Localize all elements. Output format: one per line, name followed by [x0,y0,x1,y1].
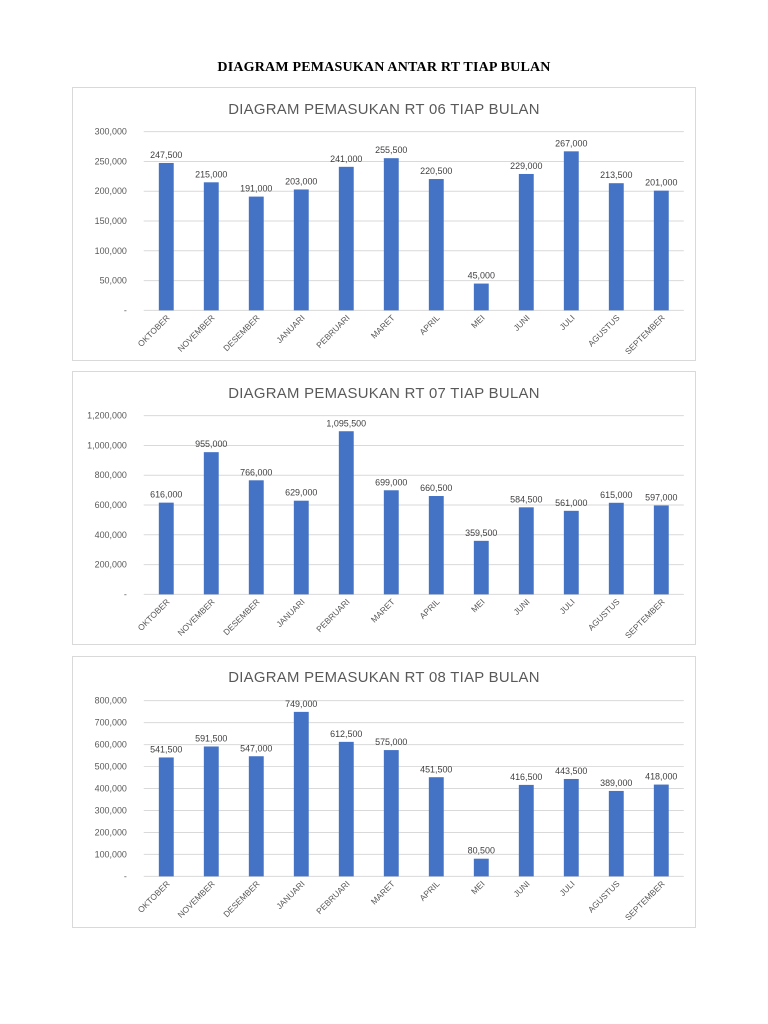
rt08-bar [654,785,669,877]
rt07-x-tick-label: MEI [469,596,487,615]
rt06-x-tick-label: MARET [368,312,397,341]
rt07-bar [384,490,399,594]
rt07-x-tick-label: PEBRUARI [314,596,352,635]
rt08-bar [474,859,489,877]
rt08-data-label: 547,000 [240,743,273,754]
rt06-x-tick-label: APRIL [417,312,442,337]
rt07-bar [339,431,354,594]
rt08-y-tick-label: - [123,871,127,882]
rt07-data-label: 629,000 [285,487,318,498]
page-title: DIAGRAM PEMASUKAN ANTAR RT TIAP BULAN [217,60,551,75]
rt06-bar [654,191,669,311]
rt08-bar [159,757,174,876]
rt08-bar [249,756,264,876]
rt06-y-tick-label: 100,000 [94,245,127,256]
rt08-y-tick-label: 100,000 [94,849,127,860]
rt06-bar [609,183,624,310]
rt08-y-tick-label: 300,000 [94,805,127,816]
rt08-bar [339,742,354,877]
rt08-data-label: 80,500 [467,845,495,856]
rt07-x-tick-label: APRIL [417,596,442,621]
rt06-data-label: 220,500 [420,166,453,177]
rt07-bar [429,496,444,594]
rt07-y-tick-label: 400,000 [94,529,127,540]
rt08-data-label: 389,000 [600,777,633,788]
rt08-x-tick-label: NOVEMBER [175,878,217,920]
rt07-x-tick-label: MARET [368,596,397,625]
rt08-bar [564,779,579,876]
rt06-x-tick-label: OKTOBER [135,312,172,349]
rt06-data-label: 201,000 [645,177,678,188]
rt06-bar [339,167,354,311]
rt06-bar [249,197,264,311]
chart-rt08 [72,656,696,928]
rt08-bar [294,712,309,876]
rt08-x-tick-label: PEBRUARI [314,878,352,917]
rt07-bar [204,452,219,594]
rt06-data-label: 203,000 [285,176,318,187]
rt06-y-tick-label: 200,000 [94,186,127,197]
rt07-data-label: 561,000 [555,497,588,508]
rt06-x-tick-label: DESEMBER [221,312,262,354]
rt08-data-label: 416,500 [510,771,543,782]
rt07-y-tick-label: 200,000 [94,559,127,570]
rt07-chart-title: DIAGRAM PEMASUKAN RT 07 TIAP BULAN [228,385,540,402]
rt08-y-tick-label: 400,000 [94,783,127,794]
rt06-bar [204,182,219,310]
rt07-y-tick-label: 800,000 [94,470,127,481]
rt07-y-tick-label: 1,000,000 [87,440,127,451]
rt07-x-tick-label: OKTOBER [135,596,172,633]
rt06-x-tick-label: JANUARI [274,312,307,346]
rt06-bar [384,158,399,310]
rt07-bar [609,503,624,595]
rt08-x-tick-label: MEI [468,878,487,897]
rt08-data-label: 541,500 [150,744,183,755]
rt06-y-tick-label: 300,000 [94,126,127,137]
rt06-x-tick-label: AGUSTUS [585,312,622,349]
rt08-bar [609,791,624,876]
rt08-x-tick-label: JUNI [511,878,532,899]
rt06-data-label: 229,000 [510,161,543,172]
rt07-x-tick-label: DESEMBER [221,596,262,638]
rt08-x-tick-label: APRIL [417,878,442,903]
rt08-bar [519,785,534,876]
rt08-x-tick-label: MARET [368,878,397,907]
rt06-bar [159,163,174,310]
rt06-bar [474,284,489,311]
rt06-x-tick-label: NOVEMBER [175,312,217,354]
rt08-data-label: 612,500 [330,728,363,739]
rt07-data-label: 1,095,500 [326,418,367,429]
rt07-x-tick-label: SEPTEMBER [622,596,667,641]
rt07-x-tick-label: JANUARI [274,596,307,630]
rt07-data-label: 660,500 [420,483,453,494]
rt08-y-tick-label: 200,000 [94,827,127,838]
rt06-data-label: 241,000 [330,153,363,164]
chart-rt08-svg [73,657,695,927]
rt06-x-tick-label: JUNI [511,312,532,333]
rt08-y-tick-label: 700,000 [94,717,127,728]
rt07-x-tick-label: AGUSTUS [585,596,622,633]
rt08-y-tick-label: 600,000 [94,739,127,750]
rt08-bar [384,750,399,876]
rt07-x-tick-label: NOVEMBER [175,596,217,638]
rt08-data-label: 443,500 [555,766,588,777]
rt07-bar [519,507,534,594]
rt07-bar [159,503,174,595]
rt06-x-tick-label: MEI [469,312,487,331]
rt07-data-label: 615,000 [600,489,633,500]
rt07-bar [294,501,309,595]
rt06-data-label: 45,000 [467,270,495,281]
rt07-data-label: 584,500 [510,494,543,505]
rt06-bar [519,174,534,310]
rt08-x-tick-label: SEPTEMBER [622,878,667,923]
rt07-data-label: 597,000 [645,492,678,503]
rt08-data-label: 575,000 [375,737,408,748]
rt07-bar [249,480,264,594]
rt07-data-label: 699,000 [375,477,408,488]
rt08-data-label: 591,500 [195,733,228,744]
rt07-x-tick-label: JUNI [511,596,532,617]
rt06-chart-title: DIAGRAM PEMASUKAN RT 06 TIAP BULAN [228,101,540,118]
rt08-data-label: 749,000 [285,698,318,709]
rt08-data-label: 418,000 [645,771,678,782]
rt06-x-tick-label: JULI [557,312,577,332]
rt08-y-tick-label: 500,000 [94,761,127,772]
rt06-bar [294,189,309,310]
rt08-x-tick-label: JANUARI [274,878,307,912]
rt08-bar [429,777,444,876]
rt07-y-tick-label: - [123,589,127,600]
chart-rt06-svg [73,88,695,360]
rt06-y-tick-label: 250,000 [94,156,127,167]
rt07-bar [474,541,489,595]
rt08-chart-title: DIAGRAM PEMASUKAN RT 08 TIAP BULAN [228,669,540,686]
rt07-x-tick-label: JULI [557,596,577,616]
rt07-data-label: 359,500 [465,527,498,538]
rt06-y-tick-label: 150,000 [94,216,127,226]
rt07-y-tick-label: 600,000 [94,500,127,510]
rt08-x-tick-label: DESEMBER [221,878,262,920]
rt06-data-label: 267,000 [555,138,588,149]
rt07-bar [564,511,579,595]
rt06-data-label: 215,000 [195,169,228,180]
rt08-bar [204,746,219,876]
rt06-x-tick-label: SEPTEMBER [622,312,667,357]
rt07-data-label: 955,000 [195,439,228,450]
rt06-data-label: 255,500 [375,145,408,156]
rt08-x-tick-label: AGUSTUS [585,878,622,915]
rt07-data-label: 766,000 [240,467,273,478]
chart-rt07 [72,371,696,645]
rt08-x-tick-label: OKTOBER [135,878,172,915]
rt06-y-tick-label: 50,000 [99,275,127,286]
rt06-data-label: 247,500 [150,149,183,160]
rt06-data-label: 191,000 [240,183,273,194]
chart-rt07-svg [73,372,695,644]
rt06-bar [429,179,444,310]
chart-rt06 [72,87,696,361]
rt06-x-tick-label: PEBRUARI [314,312,352,351]
rt08-data-label: 451,500 [420,764,453,775]
rt07-data-label: 616,000 [150,489,183,500]
rt07-y-tick-label: 1,200,000 [87,410,127,421]
rt07-bar [654,505,669,594]
rt06-bar [564,151,579,310]
rt06-data-label: 213,500 [600,170,633,181]
rt08-y-tick-label: 800,000 [94,695,127,706]
rt08-x-tick-label: JULI [557,878,577,898]
rt06-y-tick-label: - [123,305,127,316]
